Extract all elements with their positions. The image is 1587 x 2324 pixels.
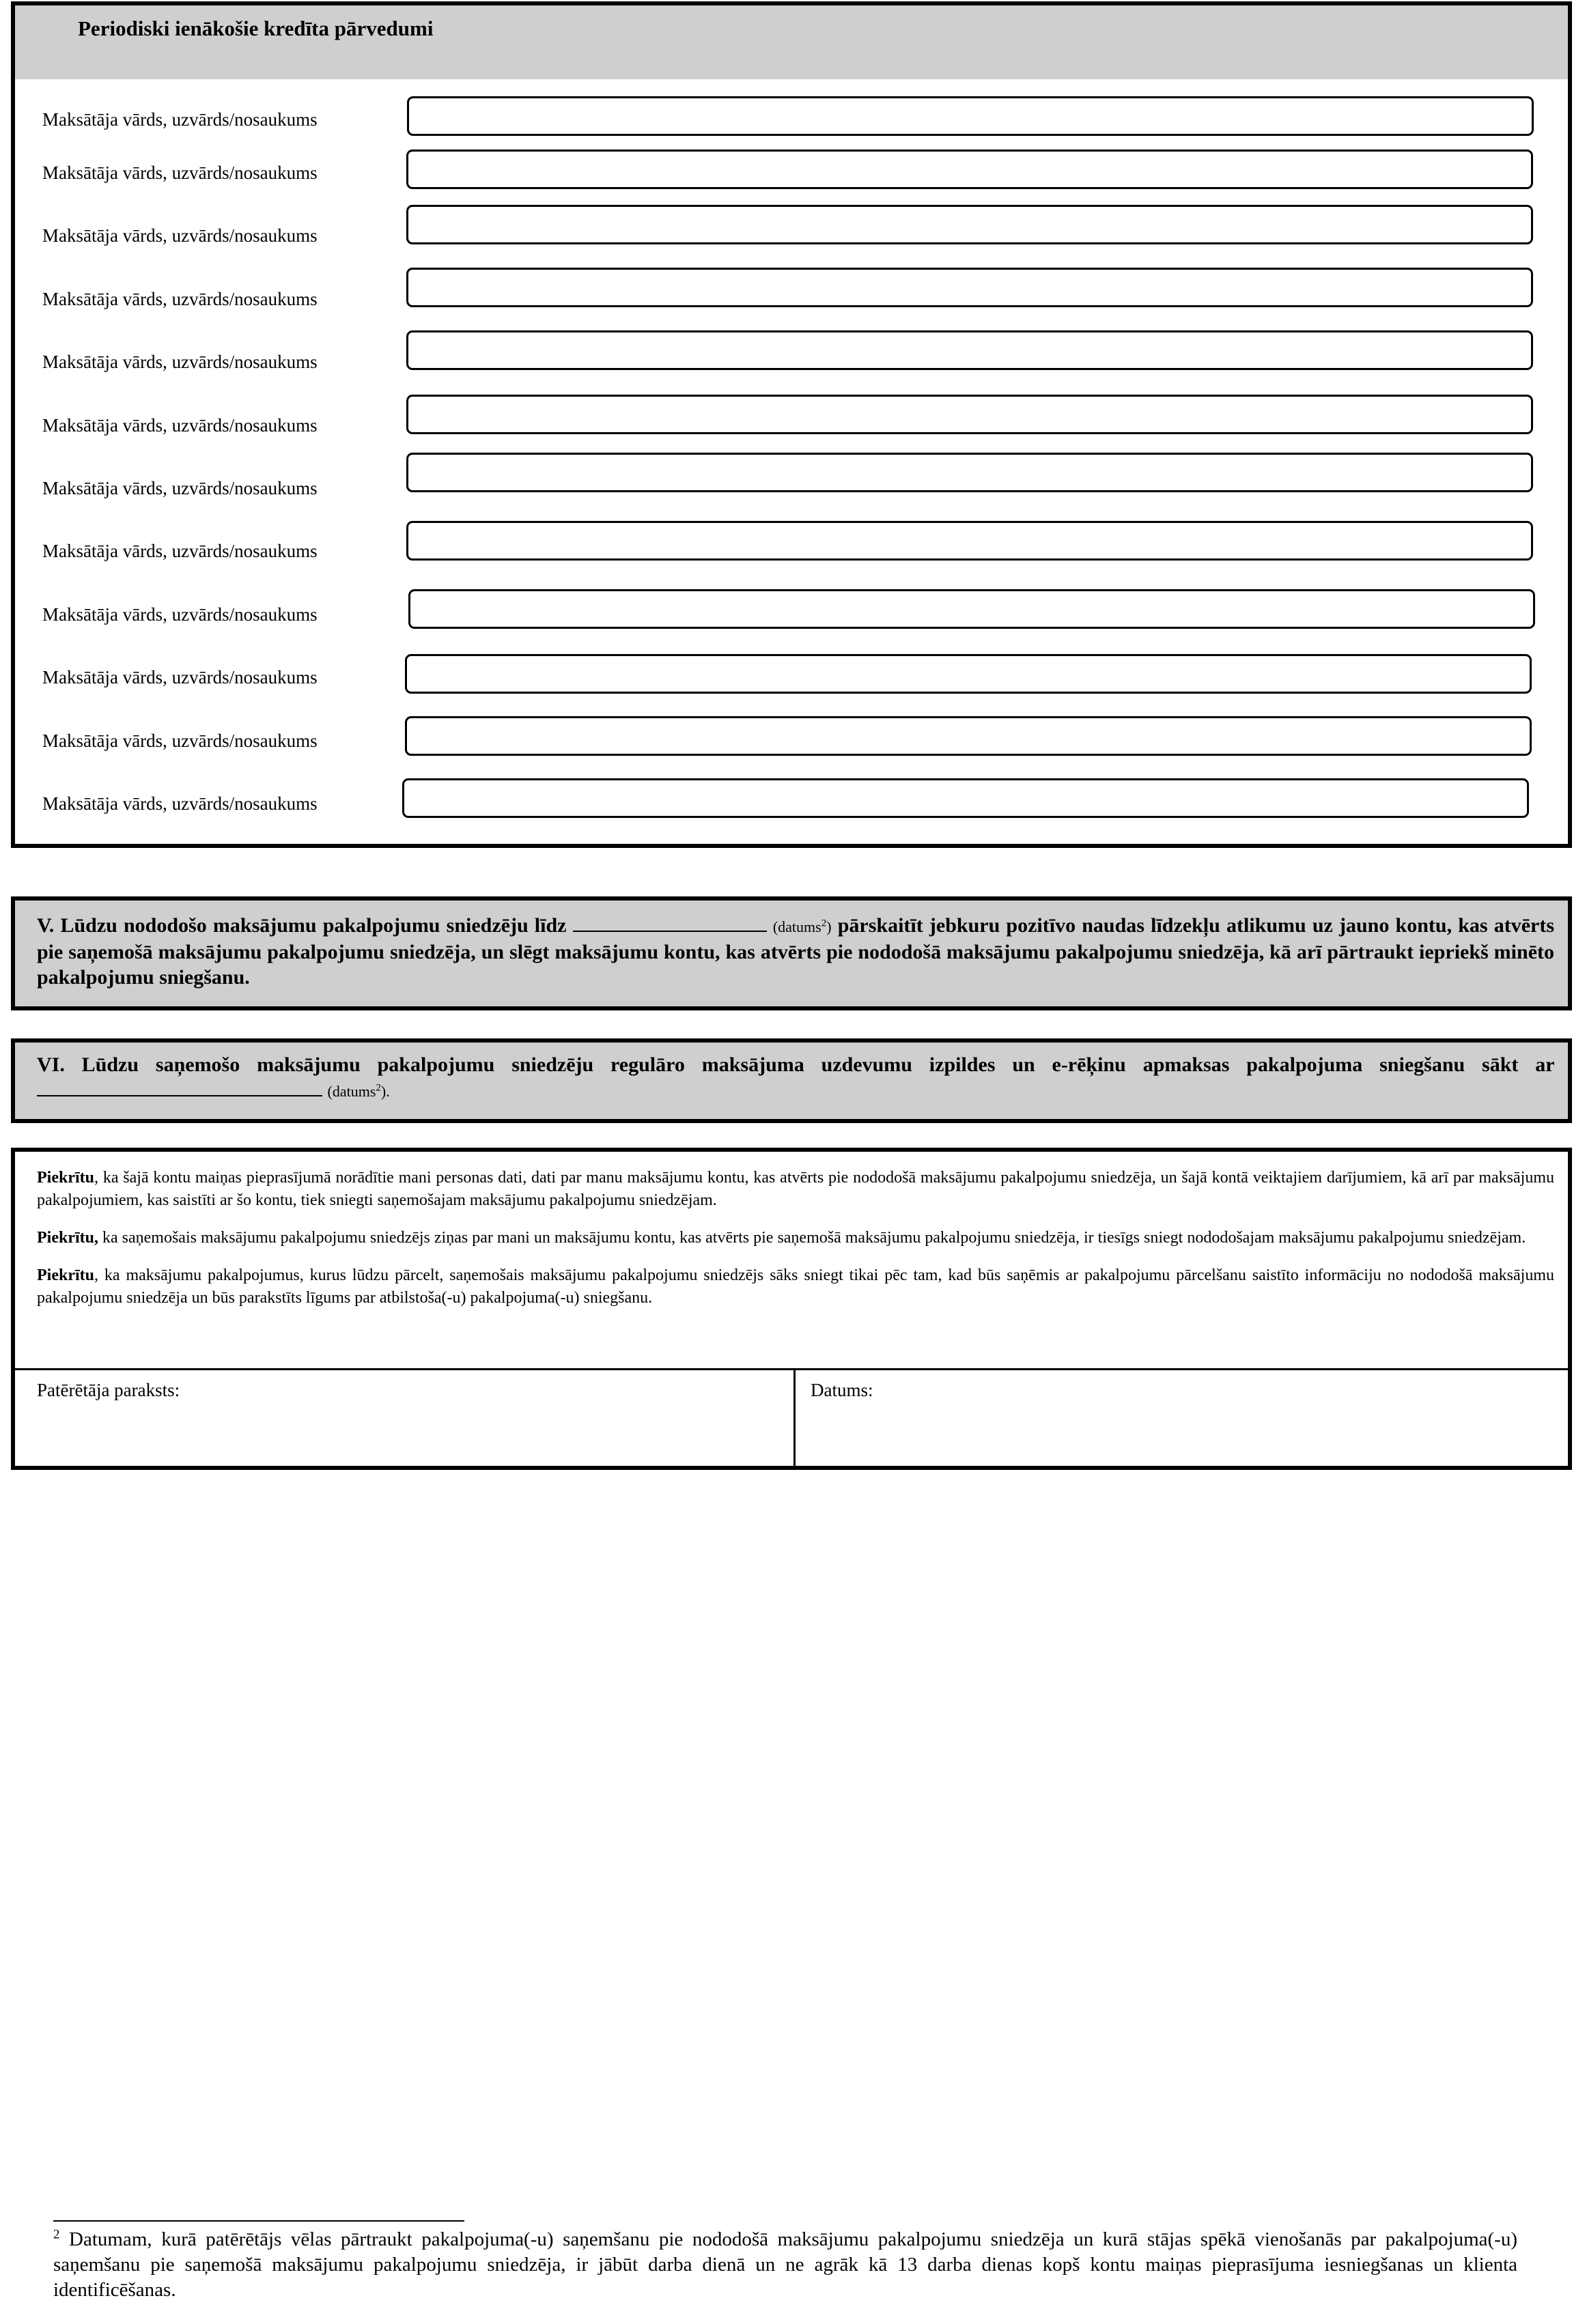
start-date-blank[interactable] <box>37 1079 322 1096</box>
signature-field[interactable] <box>15 1370 796 1466</box>
date-field[interactable] <box>796 1370 1568 1466</box>
consent-paragraph: Piekrītu, ka maksājumu pakalpojumus, kurus lūdzu pārcelt, saņemošais maksājumu pakalpojumu sniedzējs sāks sniegt tikai pēc tam, kad būs saņēmis ar pakalpojumu pārcelšanu saistīto informāciju no nododošā maksājumu pakalpojumu sniedzēja un būs parakstīts līgums par atbilstoša(-u) pakalpojuma(-u) sniegšanu. <box>37 1266 1554 1307</box>
payer-name-input[interactable] <box>405 716 1532 756</box>
payer-name-input[interactable] <box>406 521 1533 561</box>
section-vi <box>11 1038 1572 1123</box>
signature-row <box>15 1370 1568 1466</box>
payer-name-input[interactable] <box>405 654 1532 694</box>
payer-name-input[interactable] <box>408 589 1535 629</box>
payer-name-label: Maksātāja vārds, uzvārds/nosaukums <box>42 162 318 183</box>
payer-name-input[interactable] <box>406 395 1533 434</box>
section-vi-text <box>37 1052 1554 1104</box>
section-v-text-end: pārskaitīt jebkuru pozitīvo naudas līdzekļu atlikumu uz jauno kontu, kas atvērts pie saņemošā maksājumu pakalpojumu sniedzēja, un slēgt maksājumu kontu, kas atvērts pie nododošā maksājumu pakalpojumu sniedzēja, kā arī pārtraukt iepriekš minēto pakalpojumu sniegšanu. <box>37 914 1555 989</box>
payer-name-input[interactable] <box>406 330 1533 370</box>
consent-paragraph: Piekrītu, ka saņemošais maksājumu pakalpojumu sniedzējs ziņas par mani un maksājumu kontu, kas atvērts pie saņemošā maksājumu pakalpojumu sniedzēja, ir tiesīgs sniegt nododošajam maksājumu pakalpojumu sniedzējam. <box>37 1229 1526 1247</box>
payer-name-label: Maksātāja vārds, uzvārds/nosaukums <box>42 541 318 561</box>
consent-section <box>11 1148 1572 1470</box>
payer-name-label: Maksātāja vārds, uzvārds/nosaukums <box>42 109 318 130</box>
payer-name-label: Maksātāja vārds, uzvārds/nosaukums <box>42 415 318 436</box>
section-title: Periodiski ienākošie kredīta pārvedumi <box>78 16 434 40</box>
footnote-text: Datumam, kurā patērētājs vēlas pārtraukt pakalpojuma(-u) saņemšanu pie nododošā maksājumu pakalpojumu sniedzēja un kurā stājas spēkā vienošanās par pakalpojuma(-u) saņemšanu pie saņemošā maksājumu pakalpojumu sniedzēja, ir jābūt darba dienā un ne agrāk kā 13 darba dienas kopš kontu maiņas pieprasījuma iesniegšanas un klienta identificēšanas. <box>53 2228 1517 2301</box>
payer-name-input[interactable] <box>402 778 1529 818</box>
payer-name-input[interactable] <box>406 150 1533 189</box>
payer-name-label: Maksātāja vārds, uzvārds/nosaukums <box>42 289 318 309</box>
payer-name-label: Maksātāja vārds, uzvārds/nosaukums <box>42 731 318 751</box>
consent-paragraph: Piekrītu, ka šajā kontu maiņas pieprasījumā norādītie mani personas dati, dati par manu maksājumu kontu, kas atvērts pie nododošā maksājumu pakalpojumu sniedzēja, un šajā kontā veiktajiem darījumiem, kā arī par maksājumu pakalpojumiem, kas saistīti ar šo kontu, tiek sniegti saņemošajam maksājumu pakalpojumu sniedzējam. <box>37 1169 1554 1209</box>
section-header <box>15 5 1568 79</box>
footnote-marker: 2 <box>53 2227 60 2242</box>
payer-name-label: Maksātāja vārds, uzvārds/nosaukums <box>42 352 318 372</box>
section-v-text-start: V. Lūdzu nododošo maksājumu pakalpojumu sniedzēju līdz <box>37 914 567 937</box>
payer-name-label: Maksātāja vārds, uzvārds/nosaukums <box>42 793 318 814</box>
signature-label: Patērētāja paraksts: <box>37 1380 180 1400</box>
section-v-text <box>37 913 1554 990</box>
payer-name-input[interactable] <box>406 268 1533 307</box>
payer-name-input[interactable] <box>406 205 1533 244</box>
footnote <box>53 2227 1517 2303</box>
date-note: (datums$^2$) <box>772 918 832 935</box>
date-note: (datums$^2$). <box>327 1082 390 1100</box>
footnote-divider <box>53 2220 464 2222</box>
payer-name-label: Maksātāja vārds, uzvārds/nosaukums <box>42 604 318 625</box>
date-label: Datums: <box>811 1380 873 1400</box>
payer-name-label: Maksātāja vārds, uzvārds/nosaukums <box>42 225 318 246</box>
payer-name-input[interactable] <box>407 96 1534 136</box>
payer-name-input[interactable] <box>406 453 1533 492</box>
payer-name-label: Maksātāja vārds, uzvārds/nosaukums <box>42 667 318 688</box>
transfer-date-blank[interactable] <box>573 914 767 932</box>
section-vi-text-main: VI. Lūdzu saņemošo maksājumu pakalpojumu sniedzēju regulāro maksājuma uzdevumu izpildes un e-rēķinu apmaksas pakalpojuma sniegšanu sākt ar <box>37 1053 1554 1076</box>
payer-name-label: Maksātāja vārds, uzvārds/nosaukums <box>42 478 318 498</box>
section-v <box>11 896 1572 1010</box>
consent-statements <box>15 1152 1568 1370</box>
periodic-credit-transfers-section <box>11 1 1572 848</box>
